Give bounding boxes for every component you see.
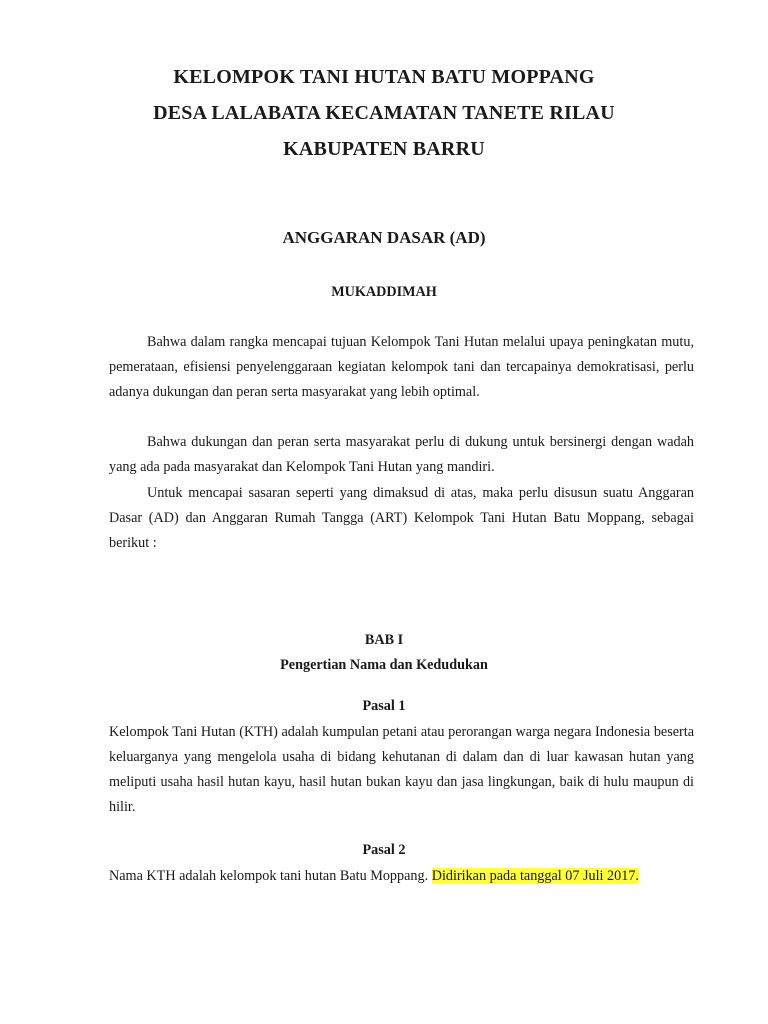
header-line-1: KELOMPOK TANI HUTAN BATU MOPPANG (173, 66, 595, 88)
document-title: ANGGARAN DASAR (AD) (282, 228, 486, 247)
pasal-2-label: Pasal 2 (362, 842, 406, 858)
header-line-2: DESA LALABATA KECAMATAN TANETE RILAU (153, 102, 615, 124)
header-line-3: KABUPATEN BARRU (283, 138, 485, 160)
pasal-2-paragraph (109, 864, 694, 889)
pasal-1-text: Kelompok Tani Hutan (KTH) adalah kumpulan petani atau perorangan warga negara Indonesia beserta keluarganya yang mengelola usaha di bidang kehutanan di dalam dan di luar kawasan hutan yang meliputi usaha hasil hutan kayu, hasil hutan bukan kayu dan jasa lingkungan, baik di hulu maupun di hilir. (109, 724, 694, 815)
mukaddimah-paragraph-2: Bahwa dukungan dan peran serta masyarakat perlu di dukung untuk bersinergi dengan wadah yang ada pada masyarakat dan Kelompok Tani Hutan yang mandiri. (109, 434, 694, 475)
founding-date-highlight: Didirikan pada tanggal 07 Juli 2017. (431, 868, 639, 884)
mukaddimah-heading: MUKADDIMAH (331, 284, 437, 300)
mukaddimah-paragraph-3: Untuk mencapai sasaran seperti yang dimaksud di atas, maka perlu disusun suatu Anggaran Dasar (AD) dan Anggaran Rumah Tangga (ART) Kelompok Tani Hutan Batu Moppang, sebagai berikut : (109, 485, 694, 551)
bab-label: BAB I (364, 632, 404, 648)
pasal-1-label: Pasal 1 (362, 698, 406, 714)
pasal-2-text: Nama KTH adalah kelompok tani hutan Batu Moppang. (109, 868, 429, 884)
bab-title: Pengertian Nama dan Kedudukan (280, 657, 488, 673)
mukaddimah-paragraph-1: Bahwa dalam rangka mencapai tujuan Kelompok Tani Hutan melalui upaya peningkatan mutu, pemerataan, efisiensi penyelenggaraan kegiatan kelompok tani dan tercapainya demokratisasi, perlu adanya dukungan dan peran serta masyarakat yang lebih optimal. (109, 334, 694, 400)
